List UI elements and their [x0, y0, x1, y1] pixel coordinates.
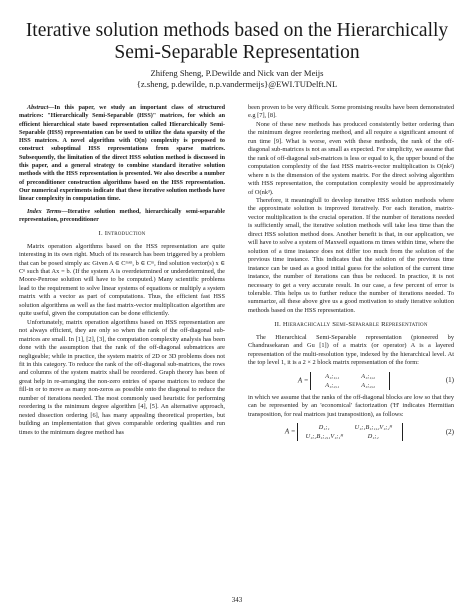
intro-paragraph-1: Matrix operation algorithms based on the HSS representation are quite interesting in its own right. Much of its research has been triggered by a problem that can be posed simply as: Given A ∈ Cᵐˣⁿ, b ∈ Cᵐ, find solution vector(s) x ∈ Cⁿ such that Ax = b. (If the system A is overdetermined or underdetermined, the Moore-Penrose solution will have to be computed.) Many scientific problems lead to the requirement to solve linear systems of equations or multiply a system matrix with a vector as part of computations. Thus, the efficient fast HSS solution algorithms as well as the fast matrix-vector multiplication algorithm are quite useful, given the computation can be done efficiently. — [19, 242, 225, 318]
abstract — [19, 104, 225, 204]
index-terms — [19, 208, 225, 225]
intro-paragraph-2: Unfortunately, matrix operation algorithms based on HSS representation are not always efficient, they are only so when the rank of the off-diagonal sub-matrices are small. In [1], [2], [3], the computation complexity analysis has been done with the assumption that the rank of the off-diagonal submatrices are negligeable; while in practice, the system matrix of 2D or 3D problems does not fit in this category. To reduce the rank of the off-diagonal sub-matrices, the rows and columns of the system matrix shall be reordered. Graph theory has been of great help in re-arranging the non-zero entries of sparse matrices to reduce the fill-in or to move as many non-zeros as possible onto the diagonal to reduce the number of iterations needed. The most commonly used heuristic for performing reordering is the minimum degree algorithm [4], [5]. An alternative approach, nested dissection ordering [6], has many appealing theoretical properties, but building an implementation that gives comparable ordering qualities and run times to the minimum degree method has — [19, 318, 225, 436]
equation-1 — [248, 370, 454, 392]
eq1-number: (1) — [445, 376, 454, 385]
right-paragraph-2: None of these new methods has produced consistently better ordering than the minimum degree reordering method, and all require a significant amount of run time [9]. What is worse, even with these methods, the rank of the off-diagonal sub-matrices is not as small as expected. For simplicity, we assume that the rank of off-diagonal sub-matrices is less or equal to k, the upper bound of the computation complexity of the fast HSS matrix-vector multiplication is O(nk²) where n is the dimension of the system matrix. For the direct solving algorithm with HSS representation, the computation complexity would be approximately of O(nk³). — [248, 120, 454, 196]
eq2-number: (2) — [445, 427, 454, 436]
eq2-cell: D₁;₁ — [318, 423, 330, 431]
eq1-cell: A₁;₂,₁ — [325, 381, 340, 389]
author-emails: {z.sheng, p.dewilde, n.p.vandermeijs}@EWI.TUDelft.NL — [136, 79, 338, 89]
equation-2 — [248, 421, 454, 443]
right-paragraph-3: Therefore, it meaningfull to develop iterative HSS solution methods where the approximate solution is improved iteratively. For each iteration, matrix-vector multiplication is the crucial operation. If the number of iterations needed is sufficiently small, the iterative solution methods will take less time than the direct HSS solution method does. Another benefit is that, in our application, we will have to solve a system of Maxwell equations m times within time, where the solution of a time instance does not differ too much from the solution of the previous time instance. This indicates that the solution of the previous time instance can be used as a good initial guess for the solution of the current time instance, the number of iterations can thus be reduced. In practice, it is not necessary to get a very accurate result. In our case, a few percent of error is tolerable. This helps us to further reduce the number of iterations needed. To summarize, all these above give us a good motivation to study iterative solution methods based on the HSS representation. — [248, 196, 454, 314]
eq2-cell: D₁;₂ — [367, 432, 379, 440]
left-column — [19, 104, 225, 437]
right-paragraph-1: been proven to be very difficult. Some promising results have been demonstrated e.g [7], [8]. — [248, 104, 455, 120]
paper-title: Iterative solution methods based on the Hierarchically Semi-Separable Representation — [25, 20, 449, 63]
after-eq1-paragraph: in which we assume that the ranks of the off-diagonal blocks are low so that they can be represented by an 'economical' factorization ('H' indicates Hermitian transposition, for real matrices just transposition), as follows: — [248, 393, 454, 418]
author-names: Zhifeng Sheng, P.Dewilde and Nick van der Meijs — [150, 68, 324, 78]
section-heading-hss: II. Hierarchically Semi-Separable Representation — [274, 321, 428, 329]
eq1-cell: A₁;₁,₁ — [325, 372, 340, 380]
section-heading-introduction: I. Introduction — [98, 230, 146, 238]
eq1-lhs: A = — [297, 376, 309, 385]
abstract-label: Abstract — [27, 105, 49, 111]
eq2-cell: U₁;₁B₁;₁,₂V₁;₂ᴴ — [354, 423, 392, 431]
eq1-cell: A₁;₁,₂ — [361, 372, 376, 380]
author-block — [20, 68, 454, 90]
hss-paragraph: The Hierarchical Semi-Separable representation (pioneered by Chandrasekaran and Gu [1]) of a matrix (or operator) A is a layered representation of the multi-resolution type, indexed by the hierarchical level. At the top level 1, it is a 2 × 2 block matrix representation of the form: — [248, 333, 454, 367]
index-terms-text: —Iterative solution method, hierarchically semi-separable representation, preconditioner — [19, 208, 225, 223]
eq1-cell: A₁;₂,₂ — [361, 381, 376, 389]
index-terms-label: Index Terms — [27, 208, 62, 215]
eq2-matrix — [297, 423, 403, 441]
right-column — [248, 104, 454, 445]
eq1-matrix — [310, 372, 390, 390]
page-number: 343 — [231, 596, 243, 604]
abstract-text: —In this paper, we study an important class of structured matrices: "Hierarchically Semi-Separable (HSS)" matrices, for which an efficient hierarchical state based representation called Hierarchically Semi-Separable (HSS) representation can be used to utilize the data sparsity of the HSS matrices. A novel algorithm with O(n) complexity is proposed to construct suboptimal HSS representations from sparse matrices. Subsequently, the limitation of the direct HSS solution method is discussed in this paper, and a general strategy to combine standard iterative solution methods with the HSS representation is presented. We also describe a number of preconditioner construction algorithms based on the HSS representation. Our numerical experiments indicate that these iterative solution methods have linear complexity in computation time. — [19, 105, 225, 203]
eq2-cell: U₁;₂B₁;₂,₁V₁;₁ᴴ — [305, 432, 343, 440]
eq2-lhs: A = — [284, 427, 296, 436]
